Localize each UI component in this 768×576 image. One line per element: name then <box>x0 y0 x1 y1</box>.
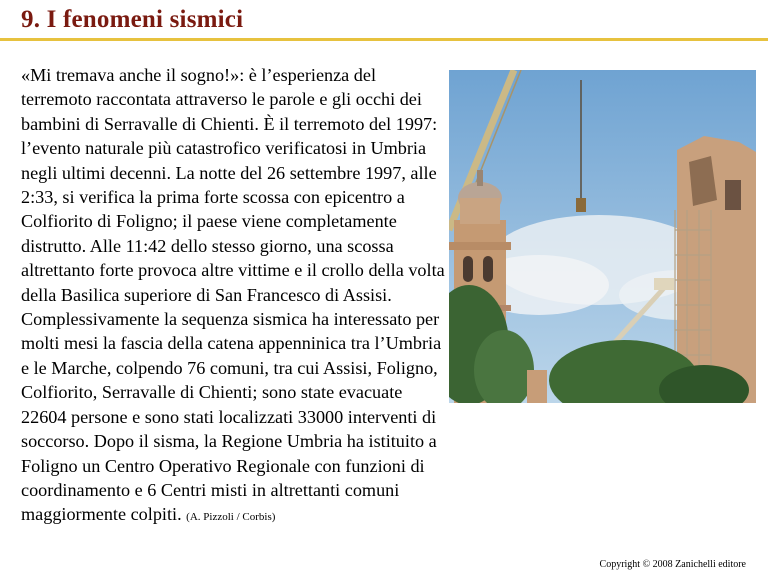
photo-illustration <box>449 70 756 403</box>
body-paragraph <box>21 63 449 530</box>
copyright-notice: Copyright © 2008 Zanichelli editore <box>599 559 746 570</box>
title-underline <box>0 38 768 41</box>
body-text: «Mi tremava anche il sogno!»: è l’esperienza del terremoto raccontata attraverso le parole e gli occhi dei bambini di Serravalle di Chienti. È il terremoto del 1997: l’evento naturale più catastrofico verificatosi in Umbria negli ultimi decenni. La notte del 26 settembre 1997, alle 2:33, si verifica la prima forte scossa con epicentro a Colfiorito di Foligno; il paese viene completamente distrutto. Alle 11:42 dello stesso giorno, una scossa altrettanto forte provoca altre vittime e il crollo della volta della Basilica superiore di San Francesco di Assisi. Complessivamente la sequenza sismica ha interessato per molti mesi la fascia della catena appenninica tra l’Umbria e le Marche, colpendo 76 comuni, tra cui Assisi, Foligno, Colfiorito, Serravalle di Chienti; sono state evacuate 22604 persone e sono stati localizzati 33000 interventi di soccorso. Dopo il sisma, la Regione Umbria ha istituito a Foligno un Centro Operativo Regionale con funzioni di coordinamento e 6 Centri misti in altrettanti comuni maggiormente colpiti. <box>21 65 445 525</box>
photo-credit: (A. Pizzoli / Corbis) <box>186 511 276 524</box>
earthquake-photo <box>449 70 756 403</box>
slide-title: 9. I fenomeni sismici <box>21 6 244 33</box>
